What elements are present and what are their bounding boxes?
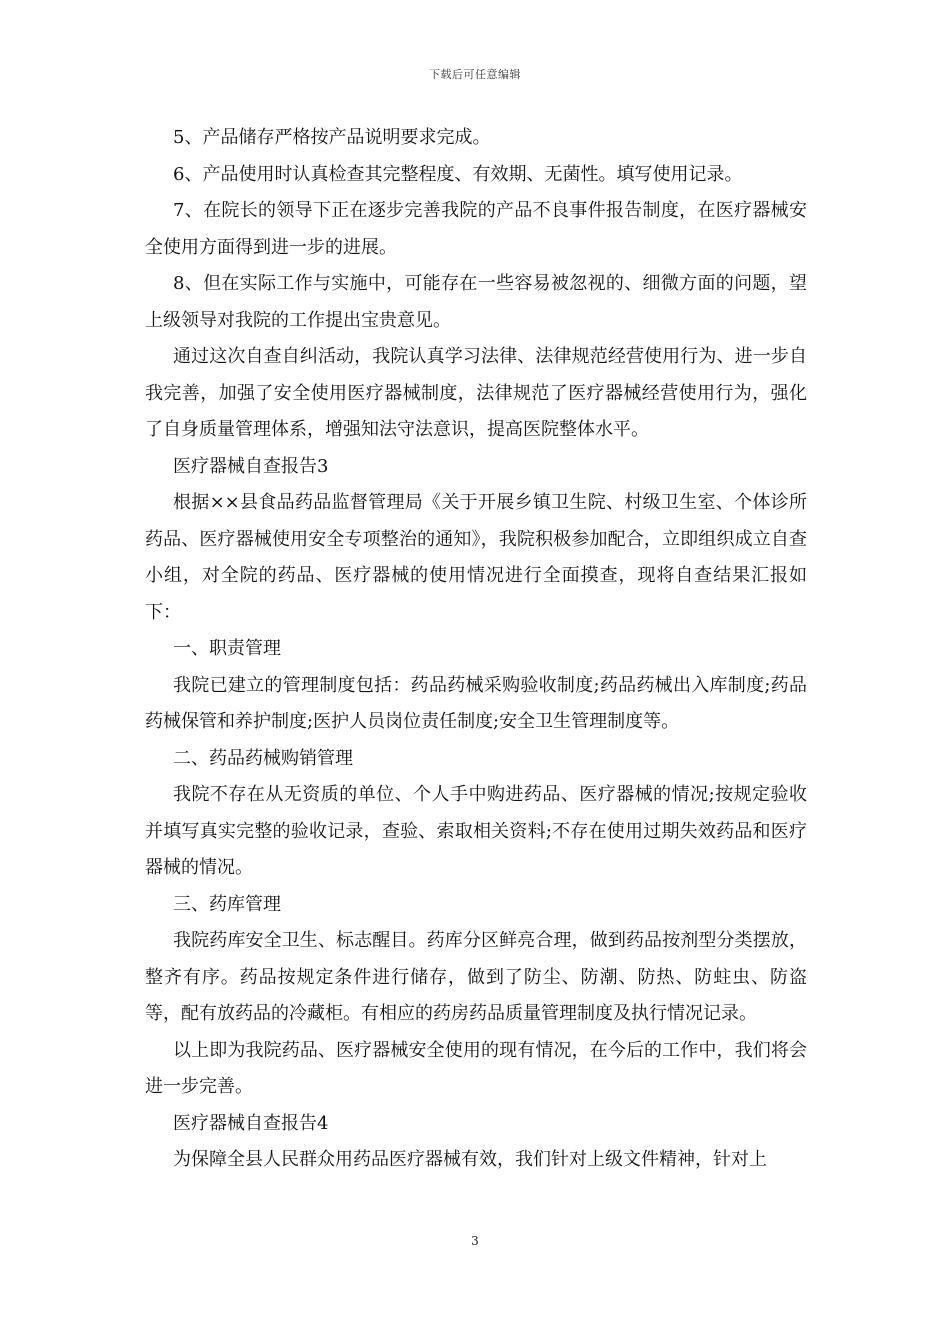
paragraph-item-5: 5、产品储存严格按产品说明要求完成。 xyxy=(173,127,491,148)
paragraph-item-8: 8、但在实际工作与实施中，可能存在一些容易被忽视的、细微方面的问题，望上级领导对我院的工作提出宝贵意见。 xyxy=(145,273,807,331)
paragraph-item-7: 7、在院长的领导下正在逐步完善我院的产品不良事件报告制度，在医疗器械安全使用方面得到进一步的进展。 xyxy=(145,200,807,258)
section-title-report-4: 医疗器械自查报告4 xyxy=(173,1112,329,1134)
section-heading-purchase-management: 二、药品药械购销管理 xyxy=(173,747,353,769)
paragraph-conclusion: 以上即为我院药品、医疗器械安全使用的现有情况，在今后的工作中，我们将会进一步完善。 xyxy=(145,1039,807,1097)
section-heading-duty-management: 一、职责管理 xyxy=(173,638,281,659)
paragraph-storage-management: 我院药库安全卫生、标志醒目。药库分区鲜亮合理，做到药品按剂型分类摆放，整齐有序。药品按规定条件进行储存，做到了防尘、防潮、防热、防蛀虫、防盗等，配有放药品的冷藏柜。有相应的药房药品质量管理制度及执行情况记录。 xyxy=(145,930,807,1024)
paragraph-purchase-management: 我院不存在从无资质的单位、个人手中购进药品、医疗器械的情况;按规定验收并填写真实完整的验收记录，查验、索取相关资料;不存在使用过期失效药品和医疗器械的情况。 xyxy=(145,784,807,878)
paragraph-report-4-intro: 为保障全县人民群众用药品医疗器械有效，我们针对上级文件精神，针对上 xyxy=(173,1149,767,1170)
page-header: 下载后可任意编辑 xyxy=(429,68,521,81)
section-title-report-3: 医疗器械自查报告3 xyxy=(173,455,329,477)
paragraph-report-3-intro: 根据××县食品药品监督管理局《关于开展乡镇卫生院、村级卫生室、个体诊所药品、医疗器械使用安全专项整治的通知》，我院积极参加配合，立即组织成立自查小组，对全院的药品、医疗器械的使用情况进行全面摸查，现将自查结果汇报如下： xyxy=(145,492,807,623)
paragraph-summary: 通过这次自查自纠活动，我院认真学习法律、法律规范经营使用行为、进一步自我完善，加强了安全使用医疗器械制度，法律规范了医疗器械经营使用行为，强化了自身质量管理体系，增强知法守法意识，提高医院整体水平。 xyxy=(145,346,807,440)
section-heading-storage-management: 三、药库管理 xyxy=(173,893,281,915)
paragraph-item-6: 6、产品使用时认真检查其完整程度、有效期、无菌性。填写使用记录。 xyxy=(173,163,743,185)
document-body xyxy=(145,120,807,1179)
page-number: 3 xyxy=(471,1234,479,1248)
paragraph-duty-management: 我院已建立的管理制度包括：药品药械采购验收制度;药品药械出入库制度;药品药械保管和养护制度;医护人员岗位责任制度;安全卫生管理制度等。 xyxy=(145,674,807,732)
